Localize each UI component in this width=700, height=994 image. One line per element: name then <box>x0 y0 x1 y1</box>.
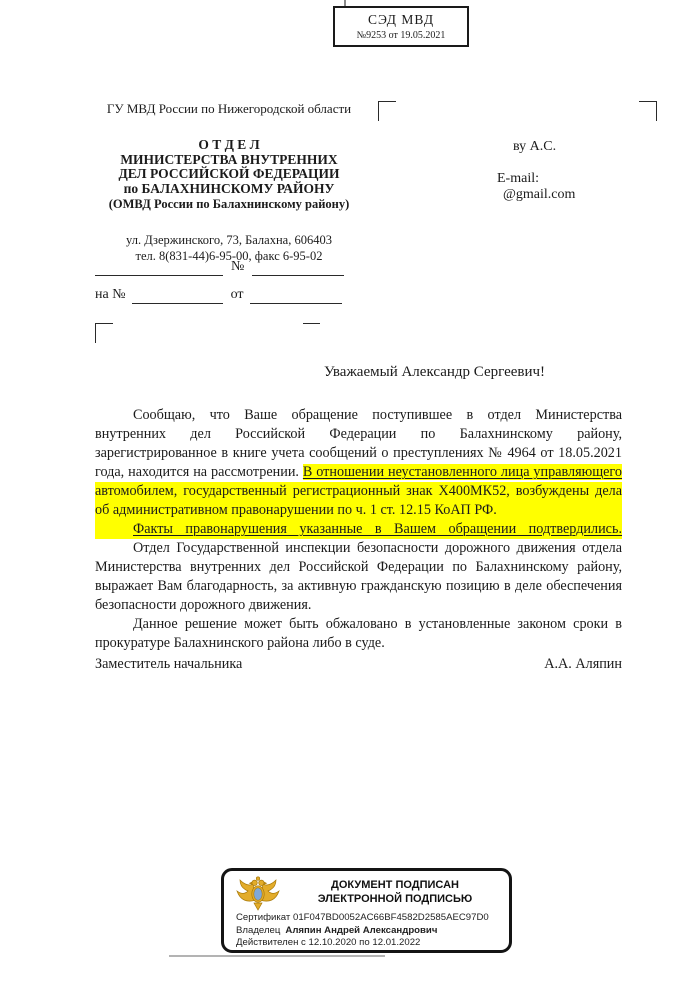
salutation: Уважаемый Александр Сергеевич! <box>323 364 546 380</box>
esign-title <box>286 879 504 906</box>
owner-name: Аляпин Андрей Александрович <box>285 924 438 936</box>
certificate-line <box>236 912 489 925</box>
org-name <box>88 138 370 196</box>
sed-stamp-title: СЭД МВД <box>367 12 435 27</box>
signer-position: Заместитель начальника <box>95 656 243 672</box>
mvd-eagle-emblem-icon <box>234 876 282 912</box>
recipient-corner-mark-right <box>639 101 657 121</box>
plain-text: года, находится на рассмотрении. <box>95 464 303 480</box>
ot-date-label: от <box>230 287 244 302</box>
highlighted-line <box>95 520 622 539</box>
certificate-value: 01F047BD0052AC66BF4582D2585AEC97D0 <box>293 912 489 923</box>
esign-details <box>236 912 489 950</box>
paragraph1-line <box>95 463 622 482</box>
paragraph3-line: Данное решение может быть обжаловано в установленные законом сроки в <box>133 616 622 632</box>
signer-name: А.А. Аляпин <box>544 656 622 672</box>
org-short-name: (ОМВД России по Балахнинскому району) <box>108 197 350 212</box>
incoming-number-blank <box>132 290 223 304</box>
spacer <box>95 382 622 406</box>
outgoing-number-blank <box>252 262 344 276</box>
highlighted-line: об административном правонарушении по ч. 1 ст. 12.15 КоАП РФ. <box>95 501 622 520</box>
signature-row <box>95 656 622 673</box>
underlined-text: Факты правонарушения указанные в Вашем обращении подтвердились. <box>133 521 622 537</box>
recipient-email-label: E-mail: <box>497 171 539 186</box>
validity-line: Действителен с 12.10.2020 по 12.01.2022 <box>236 937 421 949</box>
incoming-number-row <box>95 286 375 304</box>
paragraph1-line: зарегистрированное в книге учета сообщений о преступлениях № 4964 от 18.05.2021 <box>95 445 622 461</box>
highlighted-underlined-text: В отношении неустановленного лица управляющего <box>302 464 622 480</box>
paragraph1-line: Сообщаю, что Ваше обращение поступившее в отдел Министерства <box>133 407 622 423</box>
certificate-label: Сертификат <box>236 912 291 923</box>
paragraph1-line: внутренних дел Российской Федерации по Балахнинскому району, <box>95 426 622 442</box>
electronic-signature-stamp <box>221 868 512 953</box>
paragraph2-line: выражает Вам благодарность, за активную гражданскую позицию в деле обеспечения <box>95 578 622 594</box>
paragraph2-line: Министерства внутренних дел Российской Федерации по Балахнинскому району, <box>95 559 622 575</box>
outgoing-number-row <box>95 258 375 276</box>
org-address: ул. Дзержинского, 73, Балахна, 606403 <box>126 233 332 248</box>
corner-mark-dash <box>303 323 320 324</box>
corner-mark-bottom-left <box>95 323 113 343</box>
org-name-line-4: по БАЛАХНИНСКОМУ РАЙОНУ <box>123 180 335 196</box>
sed-registration-stamp <box>333 6 469 47</box>
paragraph3-line: прокуратуре Балахнинского района либо в суде. <box>95 635 385 651</box>
recipient-name: ву А.С. <box>513 139 557 154</box>
recipient-email: @gmail.com <box>503 187 576 202</box>
org-name-line-2: МИНИСТЕРСТВА ВНУТРЕННИХ <box>120 151 338 167</box>
paragraph2-line: безопасности дорожного движения. <box>95 597 312 613</box>
esign-title-line-1: ДОКУМЕНТ ПОДПИСАН <box>331 879 459 891</box>
owner-line <box>236 925 489 938</box>
scan-artifact-line <box>169 955 385 957</box>
org-phone: тел. 8(831-44)6-95-00, факс 6-95-02 <box>135 248 323 263</box>
letter-body <box>95 363 622 653</box>
letterhead <box>88 101 370 264</box>
highlighted-line: автомобилем, государственный регистрационный знак Х400МК52, возбуждены дела <box>95 483 622 499</box>
org-name-line-3: ДЕЛ РОССИЙСКОЙ ФЕДЕРАЦИИ <box>118 166 340 182</box>
esign-title-line-2: ЭЛЕКТРОННОЙ ПОДПИСЬЮ <box>317 892 473 905</box>
outgoing-date-blank <box>95 262 223 276</box>
parent-org-name: ГУ МВД России по Нижегородской области <box>106 101 352 116</box>
paragraph2-line: Отдел Государственной инспекции безопасности дорожного движения отдела <box>133 540 622 556</box>
owner-label: Владелец <box>236 924 281 936</box>
number-sign-label: № <box>231 259 245 274</box>
sed-stamp-number: №9253 от 19.05.2021 <box>356 30 446 41</box>
na-number-label: на № <box>95 287 126 302</box>
recipient-corner-mark-left <box>378 101 396 121</box>
org-name-line-1: О Т Д Е Л <box>198 137 260 152</box>
incoming-date-blank <box>250 290 342 304</box>
